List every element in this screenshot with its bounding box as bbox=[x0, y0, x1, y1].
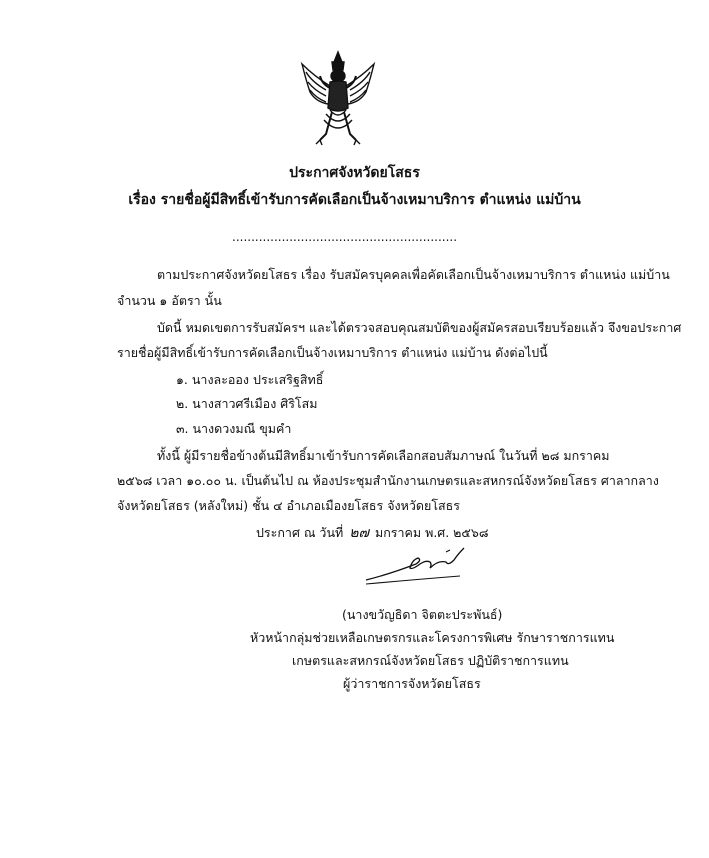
document-subject: เรื่อง รายชื่อผู้มีสิทธิ์เข้ารับการคัดเลือกเป็นจ้างเหมาบริการ ตำแหน่ง แม่บ้าน bbox=[128, 192, 581, 208]
para3-line1: ทั้งนี้ ผู้มีรายชื่อข้างต้นมีสิทธิ์มาเข้ารับการคัดเลือกสอบสัมภาษณ์ ในวันที่ ๒๘ มกราคม bbox=[157, 448, 610, 463]
candidate-item: ๑. นางละออง ประเสริฐสิทธิ์ bbox=[176, 372, 324, 387]
para1-line2: จำนวน ๑ อัตรา นั้น bbox=[117, 293, 222, 308]
signatory-position-2: เกษตรและสหกรณ์จังหวัดยโสธร ปฏิบัติราชการแทน bbox=[292, 653, 569, 668]
signatory-position-3: ผู้ว่าราชการจังหวัดยโสธร bbox=[343, 676, 481, 691]
candidate-item: ๓. นางดวงมณี ขุมคำ bbox=[176, 421, 292, 436]
announce-date-day: ๒๗ bbox=[349, 525, 369, 541]
garuda-emblem-icon bbox=[296, 50, 380, 148]
signatory-name: (นางขวัญธิดา จิตตะประพันธ์) bbox=[342, 607, 503, 622]
signatory-position-1: หัวหน้ากลุ่มช่วยเหลือเกษตรกรและโครงการพิเศษ รักษาราชการแทน bbox=[250, 630, 615, 645]
para2-line2: รายชื่อผู้มีสิทธิ์เข้ารับการคัดเลือกเป็นจ้างเหมาบริการ ตำแหน่ง แม่บ้าน ดังต่อไปนี้ bbox=[117, 345, 548, 360]
para3-line2: ๒๕๖๘ เวลา ๑๐.๐๐ น. เป็นต้นไป ณ ห้องประชุมสำนักงานเกษตรและสหกรณ์จังหวัดยโสธร ศาลากลาง bbox=[117, 473, 659, 488]
document-title: ประกาศจังหวัดยโสธร bbox=[289, 165, 420, 181]
candidate-item: ๒. นางสาวศรีเมือง ศิริโสม bbox=[176, 396, 318, 411]
title-divider: ........................................................... bbox=[232, 230, 458, 244]
announce-date-suffix: มกราคม พ.ศ. ๒๕๖๘ bbox=[374, 525, 489, 540]
para3-line3: จังหวัดยโสธร (หลังใหม่) ชั้น ๔ อำเภอเมืองยโสธร จังหวัดยโสธร bbox=[117, 498, 461, 513]
para1-line1: ตามประกาศจังหวัดยโสธร เรื่อง รับสมัครบุคคลเพื่อคัดเลือกเป็นจ้างเหมาบริการ ตำแหน่ง แม่บ้าน bbox=[157, 267, 670, 282]
signature-icon bbox=[360, 540, 470, 588]
announce-date-prefix: ประกาศ ณ วันที่ bbox=[256, 525, 344, 540]
para2-line1: บัดนี้ หมดเขตการรับสมัครฯ และได้ตรวจสอบคุณสมบัติของผู้สมัครสอบเรียบร้อยแล้ว จึงขอประกาศ bbox=[157, 320, 682, 335]
